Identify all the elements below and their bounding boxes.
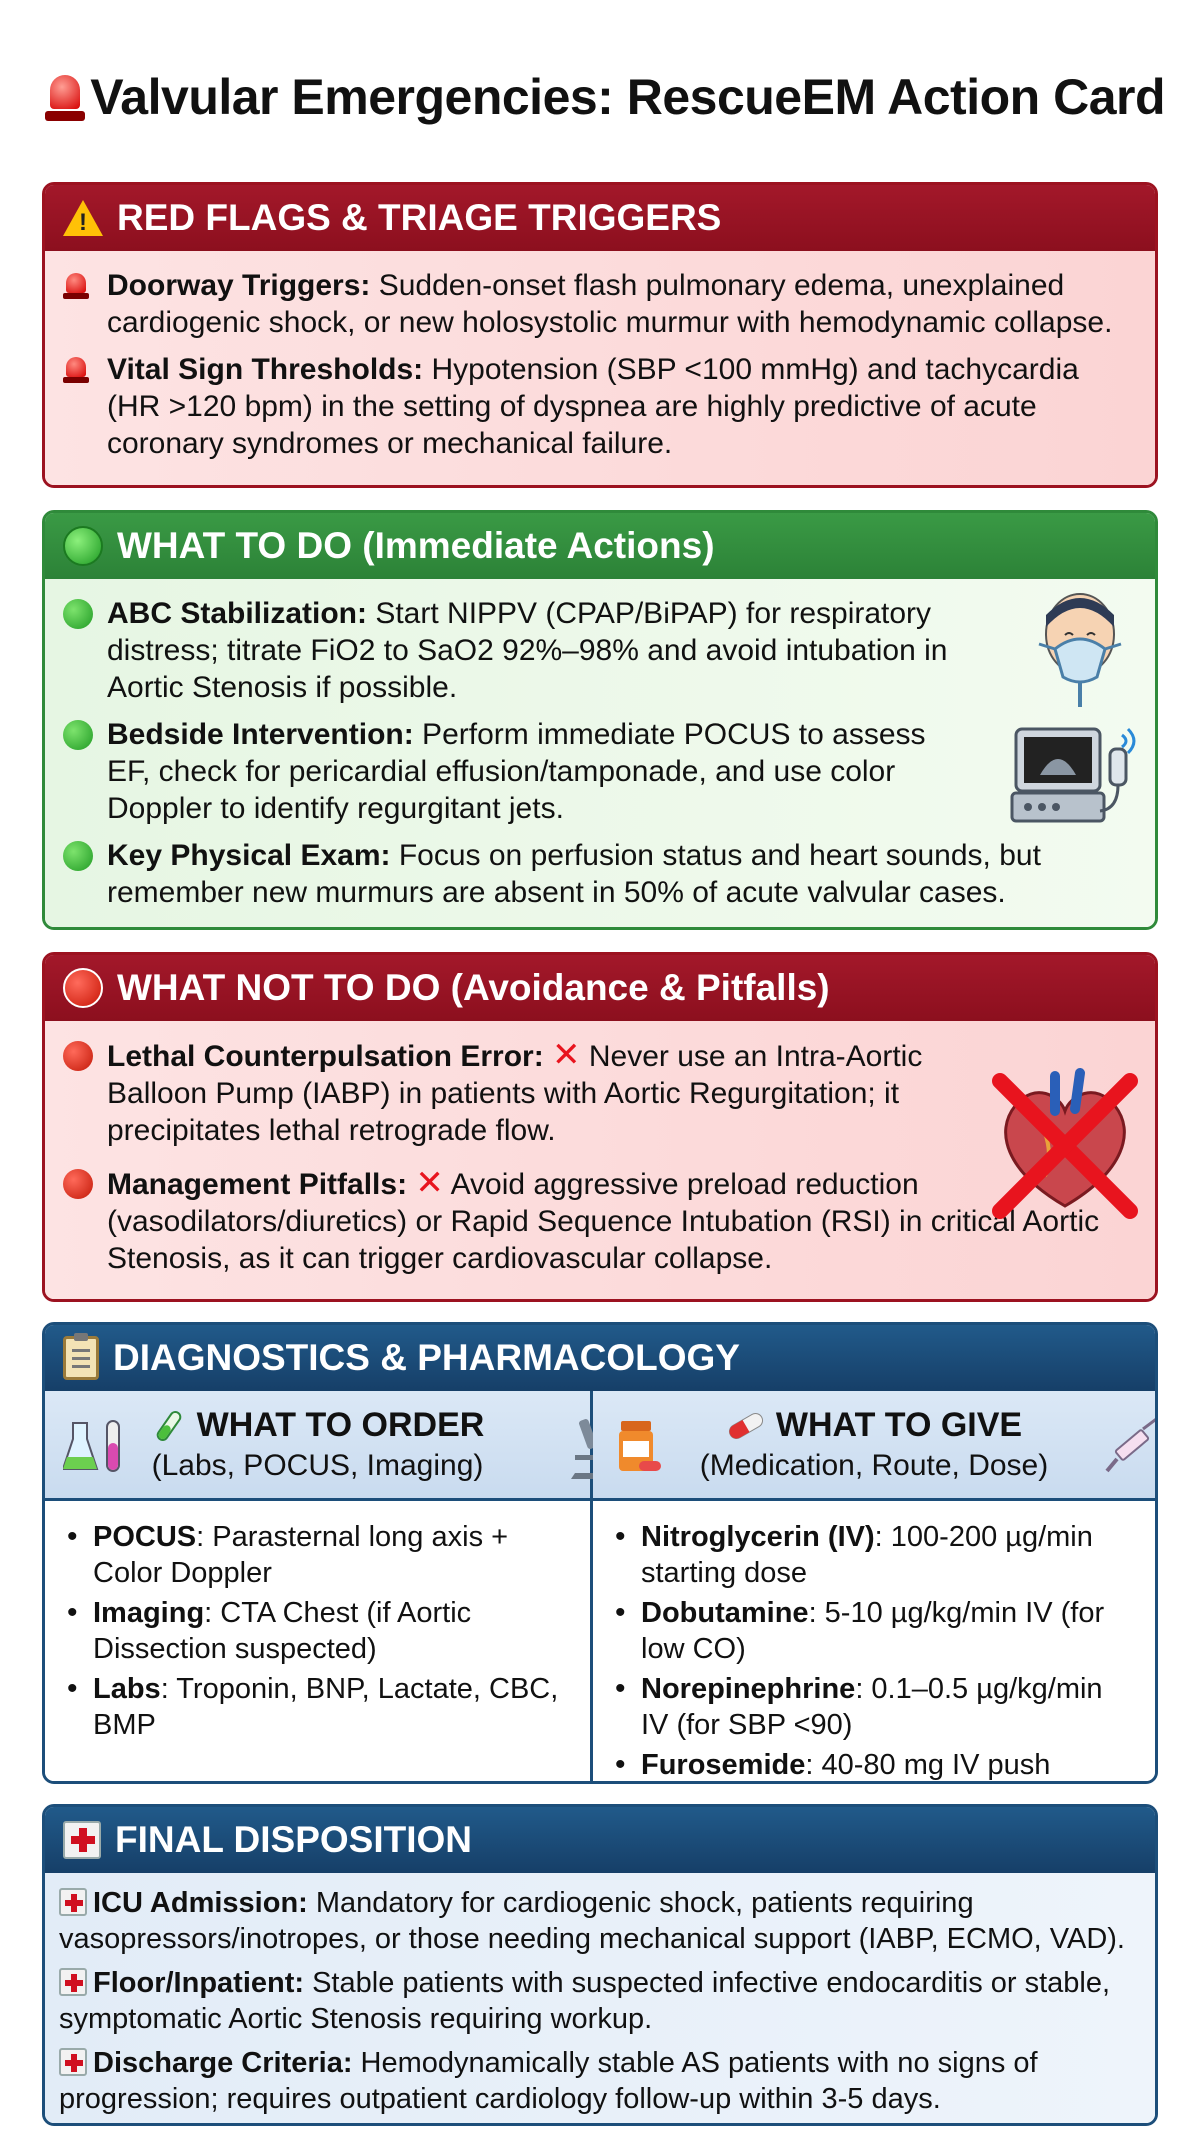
diagnostics-card (42, 1322, 1158, 1784)
cross-mark-icon: ✕ (415, 1164, 444, 1202)
diagnostics-header (45, 1325, 1155, 1391)
stop-icon (63, 1041, 93, 1071)
item-text: Focus on perfusion status and heart sounds, but remember new murmurs are absent in 50% of acute valvular cases. (107, 839, 1041, 909)
stop-icon (63, 968, 103, 1008)
item-text: Never use an Intra-Aortic Balloon Pump (IABP) in patients with Aortic Regurgitation; it precipitates lethal retrograde flow. (107, 1040, 923, 1147)
diagnostics-heading: DIAGNOSTICS & PHARMACOLOGY (113, 1337, 740, 1378)
what-not-to-do-heading: WHAT NOT TO DO (Avoidance & Pitfalls) (117, 967, 830, 1008)
item-text: Mandatory for cardiogenic shock, patients requiring vasopressors/inotropes, or those needing mechanical support (IABP, ECMO, VAD). (59, 1887, 1125, 1955)
give-list (593, 1501, 1155, 1784)
hospital-icon (59, 1888, 87, 1916)
list-item (63, 716, 965, 827)
stop-icon (63, 1169, 93, 1199)
red-flags-header (45, 185, 1155, 251)
what-to-do-header (45, 513, 1155, 579)
cross-mark-icon: ✕ (552, 1036, 581, 1074)
item-label: POCUS (93, 1521, 197, 1553)
list-item (611, 1595, 1135, 1667)
clipboard-icon (63, 1336, 99, 1380)
item-label: Bedside Intervention: (107, 718, 414, 751)
order-column-header (45, 1391, 593, 1501)
list-item (59, 2045, 1145, 2117)
item-text: Sudden-onset flash pulmonary edema, unexplained cardiogenic shock, or new holosystolic murmur with hemodynamic collapse. (107, 269, 1113, 339)
disposition-heading: FINAL DISPOSITION (115, 1819, 473, 1860)
list-item (63, 351, 1137, 462)
green-circle-icon (63, 526, 103, 566)
test-tube-icon (151, 1408, 187, 1444)
what-not-to-do-card (42, 952, 1158, 1302)
item-text: Avoid aggressive preload reduction (vasodilators/diuretics) or Rapid Sequence Intubation (RSI) in critical Aortic Stenosis, as it can trigger cardiovascular collapse. (107, 1168, 1100, 1275)
list-item (63, 1037, 985, 1149)
item-label: Nitroglycerin (IV) (641, 1521, 875, 1553)
syringe-icon (1103, 1415, 1158, 1475)
list-item (63, 1595, 570, 1667)
item-text: : Troponin, BNP, Lactate, CBC, BMP (93, 1673, 559, 1741)
list-item (63, 1671, 570, 1743)
item-label: Management Pitfalls: (107, 1168, 408, 1201)
item-label: Labs (93, 1673, 161, 1705)
red-flags-body (45, 251, 1155, 485)
pill-icon (726, 1411, 766, 1441)
item-label: ICU Admission: (93, 1887, 308, 1919)
item-text: : Parasternal long axis + Color Doppler (93, 1521, 509, 1589)
lab-flask-icon (63, 1417, 133, 1477)
warning-icon: ! (63, 200, 103, 236)
item-text: Perform immediate POCUS to assess EF, check for pericardial effusion/tamponade, and use color Doppler to identify regurgitant jets. (107, 718, 926, 825)
list-item (59, 1885, 1145, 1957)
siren-icon (63, 271, 89, 299)
give-column-header (593, 1391, 1155, 1501)
item-label: Floor/Inpatient: (93, 1967, 305, 1999)
list-item (63, 1165, 1135, 1277)
oxygen-mask-icon (1025, 589, 1135, 709)
item-text: : 0.1–0.5 µg/kg/min IV (for SBP <90) (641, 1673, 1103, 1741)
item-label: ABC Stabilization: (107, 597, 367, 630)
item-text: Stable patients with suspected infective endocarditis or stable, symptomatic Aortic Stenosis requiring workup. (59, 1967, 1111, 2035)
hospital-icon (59, 1968, 87, 1996)
disposition-header (45, 1807, 1155, 1873)
item-label: Key Physical Exam: (107, 839, 391, 872)
item-label: Norepinephrine (641, 1673, 856, 1705)
item-text: : 40-80 mg IV push (805, 1749, 1051, 1781)
what-not-to-do-header (45, 955, 1155, 1021)
siren-icon (45, 73, 70, 121)
list-item (59, 1965, 1145, 2037)
give-column-subtitle: (Medication, Route, Dose) (699, 1449, 1049, 1482)
green-circle-icon (63, 720, 93, 750)
crossed-heart-icon (985, 1061, 1145, 1221)
what-to-do-body (45, 579, 1155, 927)
siren-icon (63, 355, 89, 383)
disposition-body (45, 1873, 1155, 2123)
item-label: Lethal Counterpulsation Error: (107, 1040, 544, 1073)
item-label: Furosemide (641, 1749, 806, 1781)
page-title-row (45, 62, 1165, 132)
item-label: Vital Sign Thresholds: (107, 353, 424, 386)
item-label: Dobutamine (641, 1597, 809, 1629)
item-text: Hypotension (SBP <100 mmHg) and tachycardia (HR >120 bpm) in the setting of dyspnea are highly predictive of acute coronary syndromes or mechanical failure. (107, 353, 1079, 460)
list-item (63, 267, 1137, 341)
item-text: : 5-10 µg/kg/min IV (for low CO) (641, 1597, 1105, 1665)
disposition-card (42, 1804, 1158, 2126)
pill-bottle-icon (615, 1417, 665, 1477)
order-column-title: WHAT TO ORDER (196, 1406, 485, 1444)
give-column-title: WHAT TO GIVE (775, 1406, 1023, 1444)
what-to-do-card (42, 510, 1158, 930)
item-text: : CTA Chest (if Aortic Dissection suspected) (93, 1597, 472, 1665)
item-label: Doorway Triggers: (107, 269, 371, 302)
red-flags-heading: RED FLAGS & TRIAGE TRIGGERS (117, 197, 722, 238)
item-text: Hemodynamically stable AS patients with no signs of progression; requires outpatient cardiology follow-up within 3-5 days. (59, 2047, 1038, 2115)
item-text: Start NIPPV (CPAP/BiPAP) for respiratory distress; titrate FiO2 to SaO2 92%–98% and avoid intubation in Aortic Stenosis if possible. (107, 597, 948, 704)
page-title: Valvular Emergencies: RescueEM Action Card (90, 69, 1165, 125)
item-label: Discharge Criteria: (93, 2047, 353, 2079)
hospital-icon (63, 1821, 101, 1859)
red-flags-card (42, 182, 1158, 488)
order-column-subtitle: (Labs, POCUS, Imaging) (151, 1449, 484, 1482)
green-circle-icon (63, 841, 93, 871)
diagnostics-grid (45, 1391, 1155, 1781)
list-item (63, 837, 1135, 911)
item-text: : 100-200 µg/min starting dose (641, 1521, 1093, 1589)
list-item (63, 595, 965, 706)
list-item (611, 1519, 1135, 1591)
list-item (611, 1671, 1135, 1743)
item-label: Imaging (93, 1597, 205, 1629)
order-list (45, 1501, 593, 1784)
list-item (63, 1519, 570, 1591)
green-circle-icon (63, 599, 93, 629)
what-to-do-heading: WHAT TO DO (Immediate Actions) (117, 525, 715, 566)
list-item (611, 1747, 1135, 1783)
ultrasound-machine-icon (1010, 719, 1140, 829)
hospital-icon (59, 2048, 87, 2076)
what-not-to-do-body (45, 1021, 1155, 1299)
